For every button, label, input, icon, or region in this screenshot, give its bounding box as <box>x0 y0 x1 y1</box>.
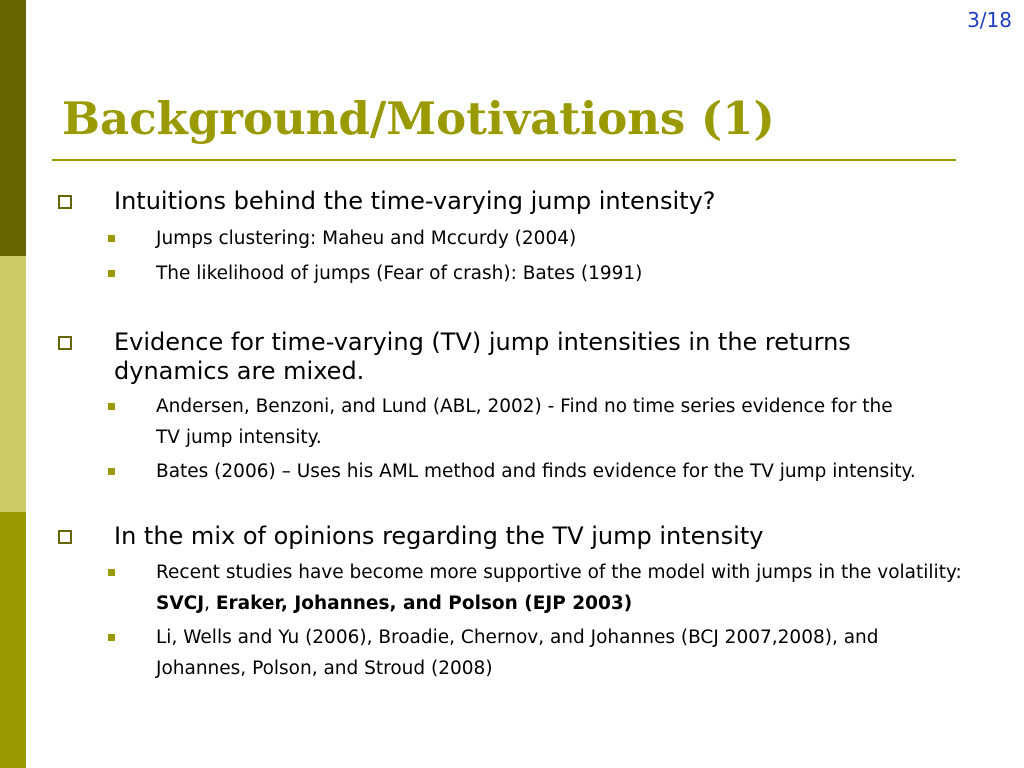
square-bullet-icon <box>108 634 115 641</box>
title-underline <box>52 159 956 161</box>
bullet-3-sub-2: Li, Wells and Yu (2006), Broadie, Chernov, and Johannes (BCJ 2007,2008), and Johannes, Polson, and Stroud (2008) <box>156 627 879 679</box>
square-bullet-icon <box>108 235 115 242</box>
side-decoration-bar <box>0 0 26 768</box>
bullet-3-sub-1-sep: , <box>204 593 216 614</box>
square-bullet-icon <box>108 468 115 475</box>
bullet-2-sub-2: Bates (2006) – Uses his AML method and finds evidence for the TV jump intensity. <box>156 461 916 482</box>
bullet-1-sub-1: Jumps clustering: Maheu and Mccurdy (2004) <box>156 228 577 249</box>
svcj-bold: SVCJ <box>156 593 205 614</box>
side-bar-segment-light <box>0 256 26 512</box>
bullet-1-text: Intuitions behind the time-varying jump intensity? <box>114 187 716 215</box>
side-bar-segment-mid <box>0 512 26 768</box>
side-bar-segment-dark <box>0 0 26 256</box>
square-bullet-icon <box>108 569 115 576</box>
bullet-2-text: Evidence for time-varying (TV) jump intensities in the returns dynamics are mixed. <box>114 328 851 385</box>
bullet-3-sub-1 <box>156 557 1006 619</box>
hollow-square-bullet-icon <box>58 336 72 350</box>
bullet-3-sub-1-prefix: Recent studies have become more supportive of the model with jumps in the volatility: <box>156 562 962 583</box>
bullet-3-text: In the mix of opinions regarding the TV jump intensity <box>114 522 764 550</box>
hollow-square-bullet-icon <box>58 530 72 544</box>
square-bullet-icon <box>108 403 115 410</box>
bullet-2-sub-1: Andersen, Benzoni, and Lund (ABL, 2002) - Find no time series evidence for the TV jump intensity. <box>156 396 893 448</box>
bullet-1-sub-2: The likelihood of jumps (Fear of crash): Bates (1991) <box>156 263 643 284</box>
slide-title: Background/Motivations (1) <box>62 92 775 145</box>
square-bullet-icon <box>108 270 115 277</box>
ejp-bold: Eraker, Johannes, and Polson (EJP 2003) <box>215 593 633 614</box>
page-number: 3/18 <box>967 8 1012 32</box>
hollow-square-bullet-icon <box>58 195 72 209</box>
